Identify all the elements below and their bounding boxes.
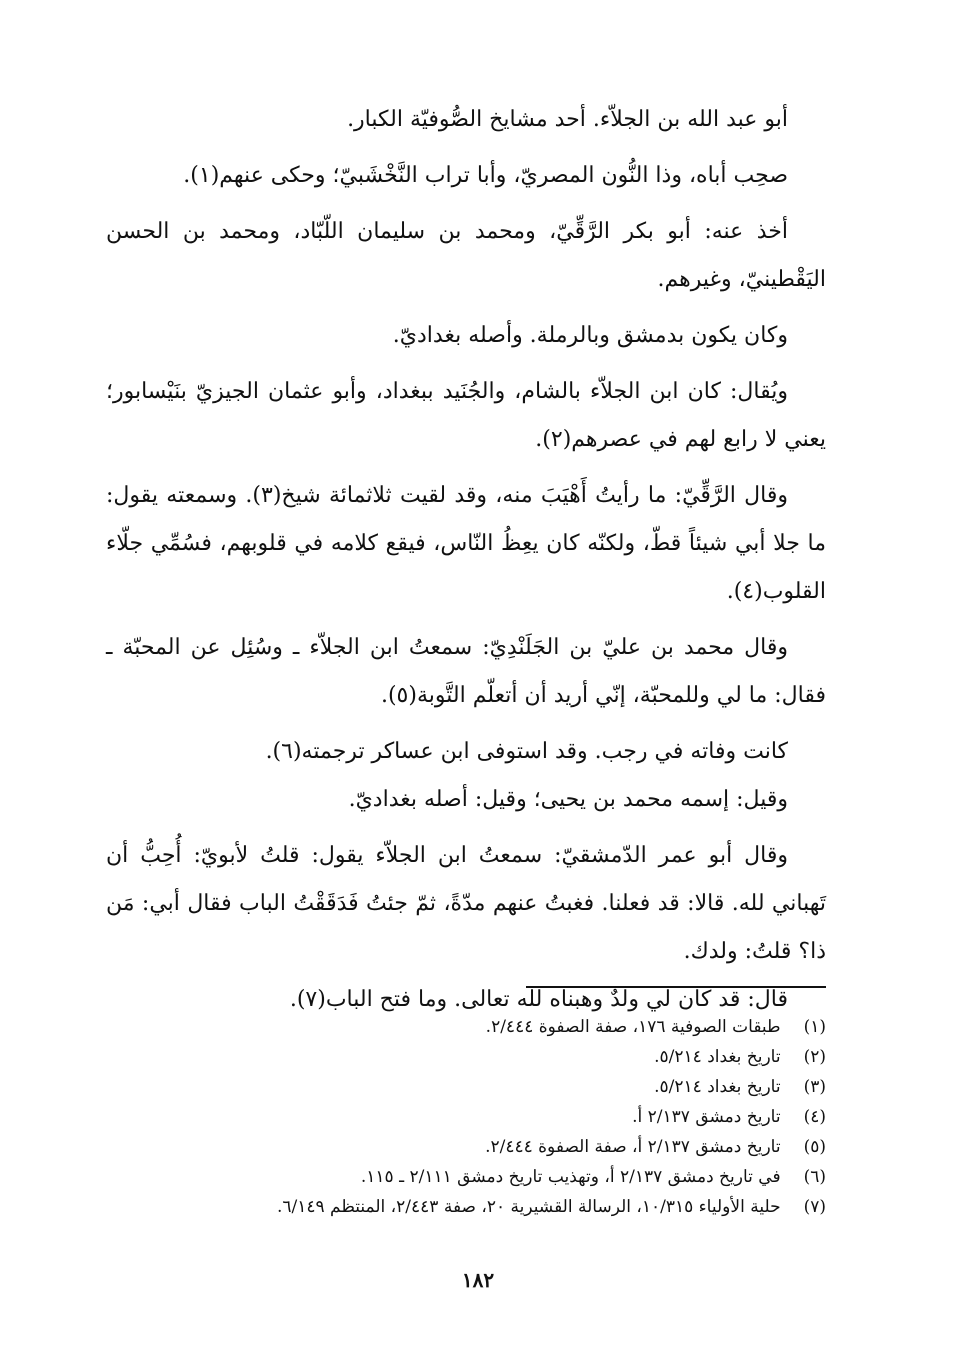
footnote-number: (٦) xyxy=(803,1167,826,1187)
footnote-number: (٧) xyxy=(803,1197,826,1217)
paragraph-students: أخذ عنه: أبو بكر الرَّقِّيّ، ومحمد بن سليمان اللّبّاد، ومحمد بن الحسن اليَقْطينيّ، وغيرهم. xyxy=(106,219,826,292)
footnote-separator xyxy=(526,986,826,988)
main-text xyxy=(106,96,826,1032)
footnotes-list xyxy=(106,1012,826,1222)
paragraph-name: وقيل: إسمه محمد بن يحيى؛ وقيل: أصله بغداديّ. xyxy=(348,787,788,812)
footnote-text: في تاريخ دمشق ٢/١٣٧ أ، وتهذيب تاريخ دمشق ٢/١١١ ـ ١١٥. xyxy=(360,1167,781,1187)
paragraph-raqqi-saying: وقال الرَّقِّيّ: ما رأيتُ أَهْيَبَ منه، وقد لقيت ثلاثمائة شيخ(٣). وسمعته يقول: ما جلا أبي شيئاً قطّ، ولكنّه كان يعِظُ النّاس، فيقع كلامه في قلوبهم، فسُمِّي جلّاء القلوب(٤). xyxy=(106,483,827,604)
footnote-number: (١) xyxy=(803,1017,826,1037)
footnote-number: (٤) xyxy=(803,1107,826,1127)
footnote-number: (٣) xyxy=(803,1077,826,1097)
paragraph-death: كانت وفاته في رجب. وقد استوفى ابن عساكر ترجمته(٦). xyxy=(265,739,788,764)
footnote-item xyxy=(106,1102,826,1132)
footnote-number: (٢) xyxy=(803,1047,826,1067)
footnote-text: تاريخ بغداد ٥/٢١٤. xyxy=(654,1077,781,1097)
paragraph-jalandi-saying: وقال محمد بن عليّ بن الجَلَنْدِيّ: سمعتُ ابن الجلاّء ـ وسُئِل عن المحبّة ـ فقال: ما لي وللمحبّة، إنّي أريد أن أتعلّم التَّوبة(٥). xyxy=(106,635,826,708)
paragraph-story-end: قال: قد كان لي ولدٌ وهبناه لله تعالى. وما فتح الباب(٧). xyxy=(289,987,788,1012)
paragraph-dimashqi-story: وقال أبو عمر الدّمشقيّ: سمعتُ ابن الجلاّء يقول: قلتُ لأبويّ: أُحِبُّ أن تَهباني لله. قالا: قد فعلنا. فغبتُ عنهم مدّةً، ثمّ جئتُ فَدَقَقْتُ الباب فقال أبي: مَن ذا؟ قلتُ: ولدك. xyxy=(106,843,826,964)
page-number: ١٨٢ xyxy=(461,1268,495,1292)
footnote-item xyxy=(106,1072,826,1102)
paragraph-contemporaries: ويُقال: كان ابن الجلاّء بالشام، والجُنَيد ببغداد، وأبو عثمان الجيزيّ بنَيْسابور؛ يعني لا رابع لهم في عصرهم(٢). xyxy=(106,379,826,452)
footnote-text: طبقات الصوفية ١٧٦، صفة الصفوة ٢/٤٤٤. xyxy=(485,1017,781,1037)
footnote-text: حلية الأولياء ١٠/٣١٥، الرسالة القشيرية ٢٠، صفة ٢/٤٤٣، المنتظم ٦/١٤٩. xyxy=(276,1197,781,1217)
footnote-text: تاريخ بغداد ٥/٢١٤. xyxy=(654,1047,781,1067)
paragraph-intro: أبو عبد الله بن الجلاّء. أحد مشايخ الصُّوفيّة الكبار. xyxy=(347,107,788,132)
footnote-item xyxy=(106,1132,826,1162)
footnote-item xyxy=(106,1192,826,1222)
footnote-text: تاريخ دمشق ٢/١٣٧ أ. xyxy=(632,1107,781,1127)
footnote-item xyxy=(106,1012,826,1042)
paragraph-companions: صحِب أباه، وذا النُّون المصريّ، وأبا تراب النَّخْشَبيّ؛ وحكى عنهم(١). xyxy=(183,163,788,188)
footnote-item xyxy=(106,1162,826,1192)
footnote-item xyxy=(106,1042,826,1072)
footnote-text: تاريخ دمشق ٢/١٣٧ أ، صفة الصفوة ٢/٤٤٤. xyxy=(485,1137,781,1157)
paragraph-residence: وكان يكون بدمشق وبالرملة. وأصله بغداديّ. xyxy=(392,323,788,348)
footnote-number: (٥) xyxy=(803,1137,826,1157)
